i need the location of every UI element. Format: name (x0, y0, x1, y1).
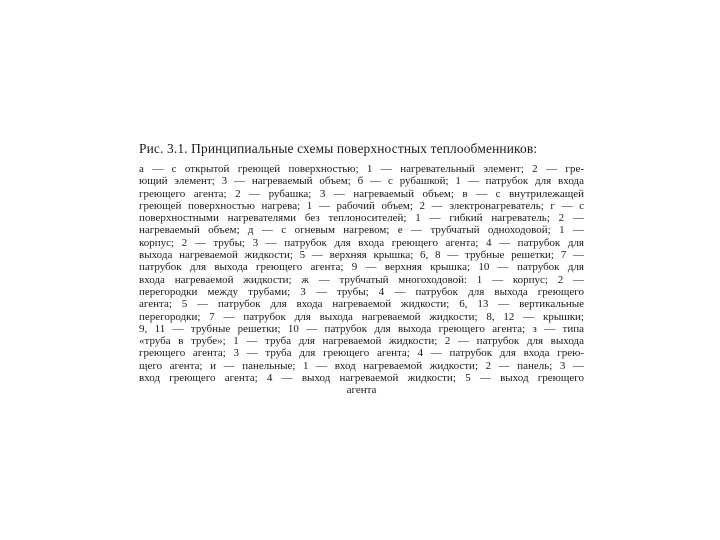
caption-line: патрубок для выхода греющего агента; 9 — верхняя крышка; 10 — патрубок для (139, 261, 584, 274)
caption-line: поверхностными нагревателями без теплоносителей; 1 — гибкий нагреватель; 2 — (139, 212, 584, 225)
caption-line: 9, 11 — трубные решетки; 10 — патрубок для выхода греющего агента; з — типа (139, 322, 584, 335)
caption-line: а — с открытой греющей поверхностью; 1 — нагревательный элемент; 2 — гре- (139, 163, 584, 175)
caption-line: греющей поверхностью нагрева; 1 — рабочий объем; 2 — электронагреватель; г — с (139, 199, 584, 212)
caption-line: нагреваемый объем; д — с огневым нагревом; е — трубчатый одноходовой; 1 — (139, 224, 584, 237)
caption-line: щего агента; и — панельные; 1 — вход нагреваемой жидкости; 2 — панель; 3 — (139, 359, 584, 372)
caption-line: вход греющего агента; 4 — выход нагреваемой жидкости; 5 — выход греющего (139, 372, 584, 385)
caption-line: греющего агента; 3 — труба для греющего агента; 4 — патрубок для входа грею- (139, 347, 584, 360)
caption-line: греющего агента; 2 — рубашка; 3 — нагреваемый объем; в — с внутрилежащей (139, 187, 584, 200)
caption-title: Рис. 3.1. Принципиальные схемы поверхностных теплообменников: (139, 141, 538, 156)
caption-line: агента (346, 384, 377, 397)
caption-line: ющий элемент; 3 — нагреваемый объем; б — с рубашкой; 1 — патрубок для входа (139, 175, 584, 188)
caption-line: входа нагреваемой жидкости; ж — трубчатый многоходовой: 1 — корпус; 2 — (139, 273, 584, 286)
caption-body (139, 163, 584, 397)
caption-line: перегородки между трубами; 3 — трубы; 4 — патрубок для выхода греющего (139, 285, 584, 298)
caption-line: агента; 5 — патрубок для входа нагреваемой жидкости; 6, 13 — вертикальные (139, 298, 584, 311)
caption-line: перегородки; 7 — патрубок для выхода нагреваемой жидкости; 8, 12 — крышки; (139, 310, 584, 323)
caption-line: «труба в трубе»; 1 — труба для нагреваемой жидкости; 2 — патрубок для выхода (139, 335, 584, 348)
figure-caption (139, 141, 584, 397)
caption-line: выхода нагреваемой жидкости; 5 — верхняя крышка; 6, 8 — трубные решетки; 7 — (139, 249, 584, 262)
caption-line: корпус; 2 — трубы; 3 — патрубок для входа греющего агента; 4 — патрубок для (139, 236, 584, 249)
